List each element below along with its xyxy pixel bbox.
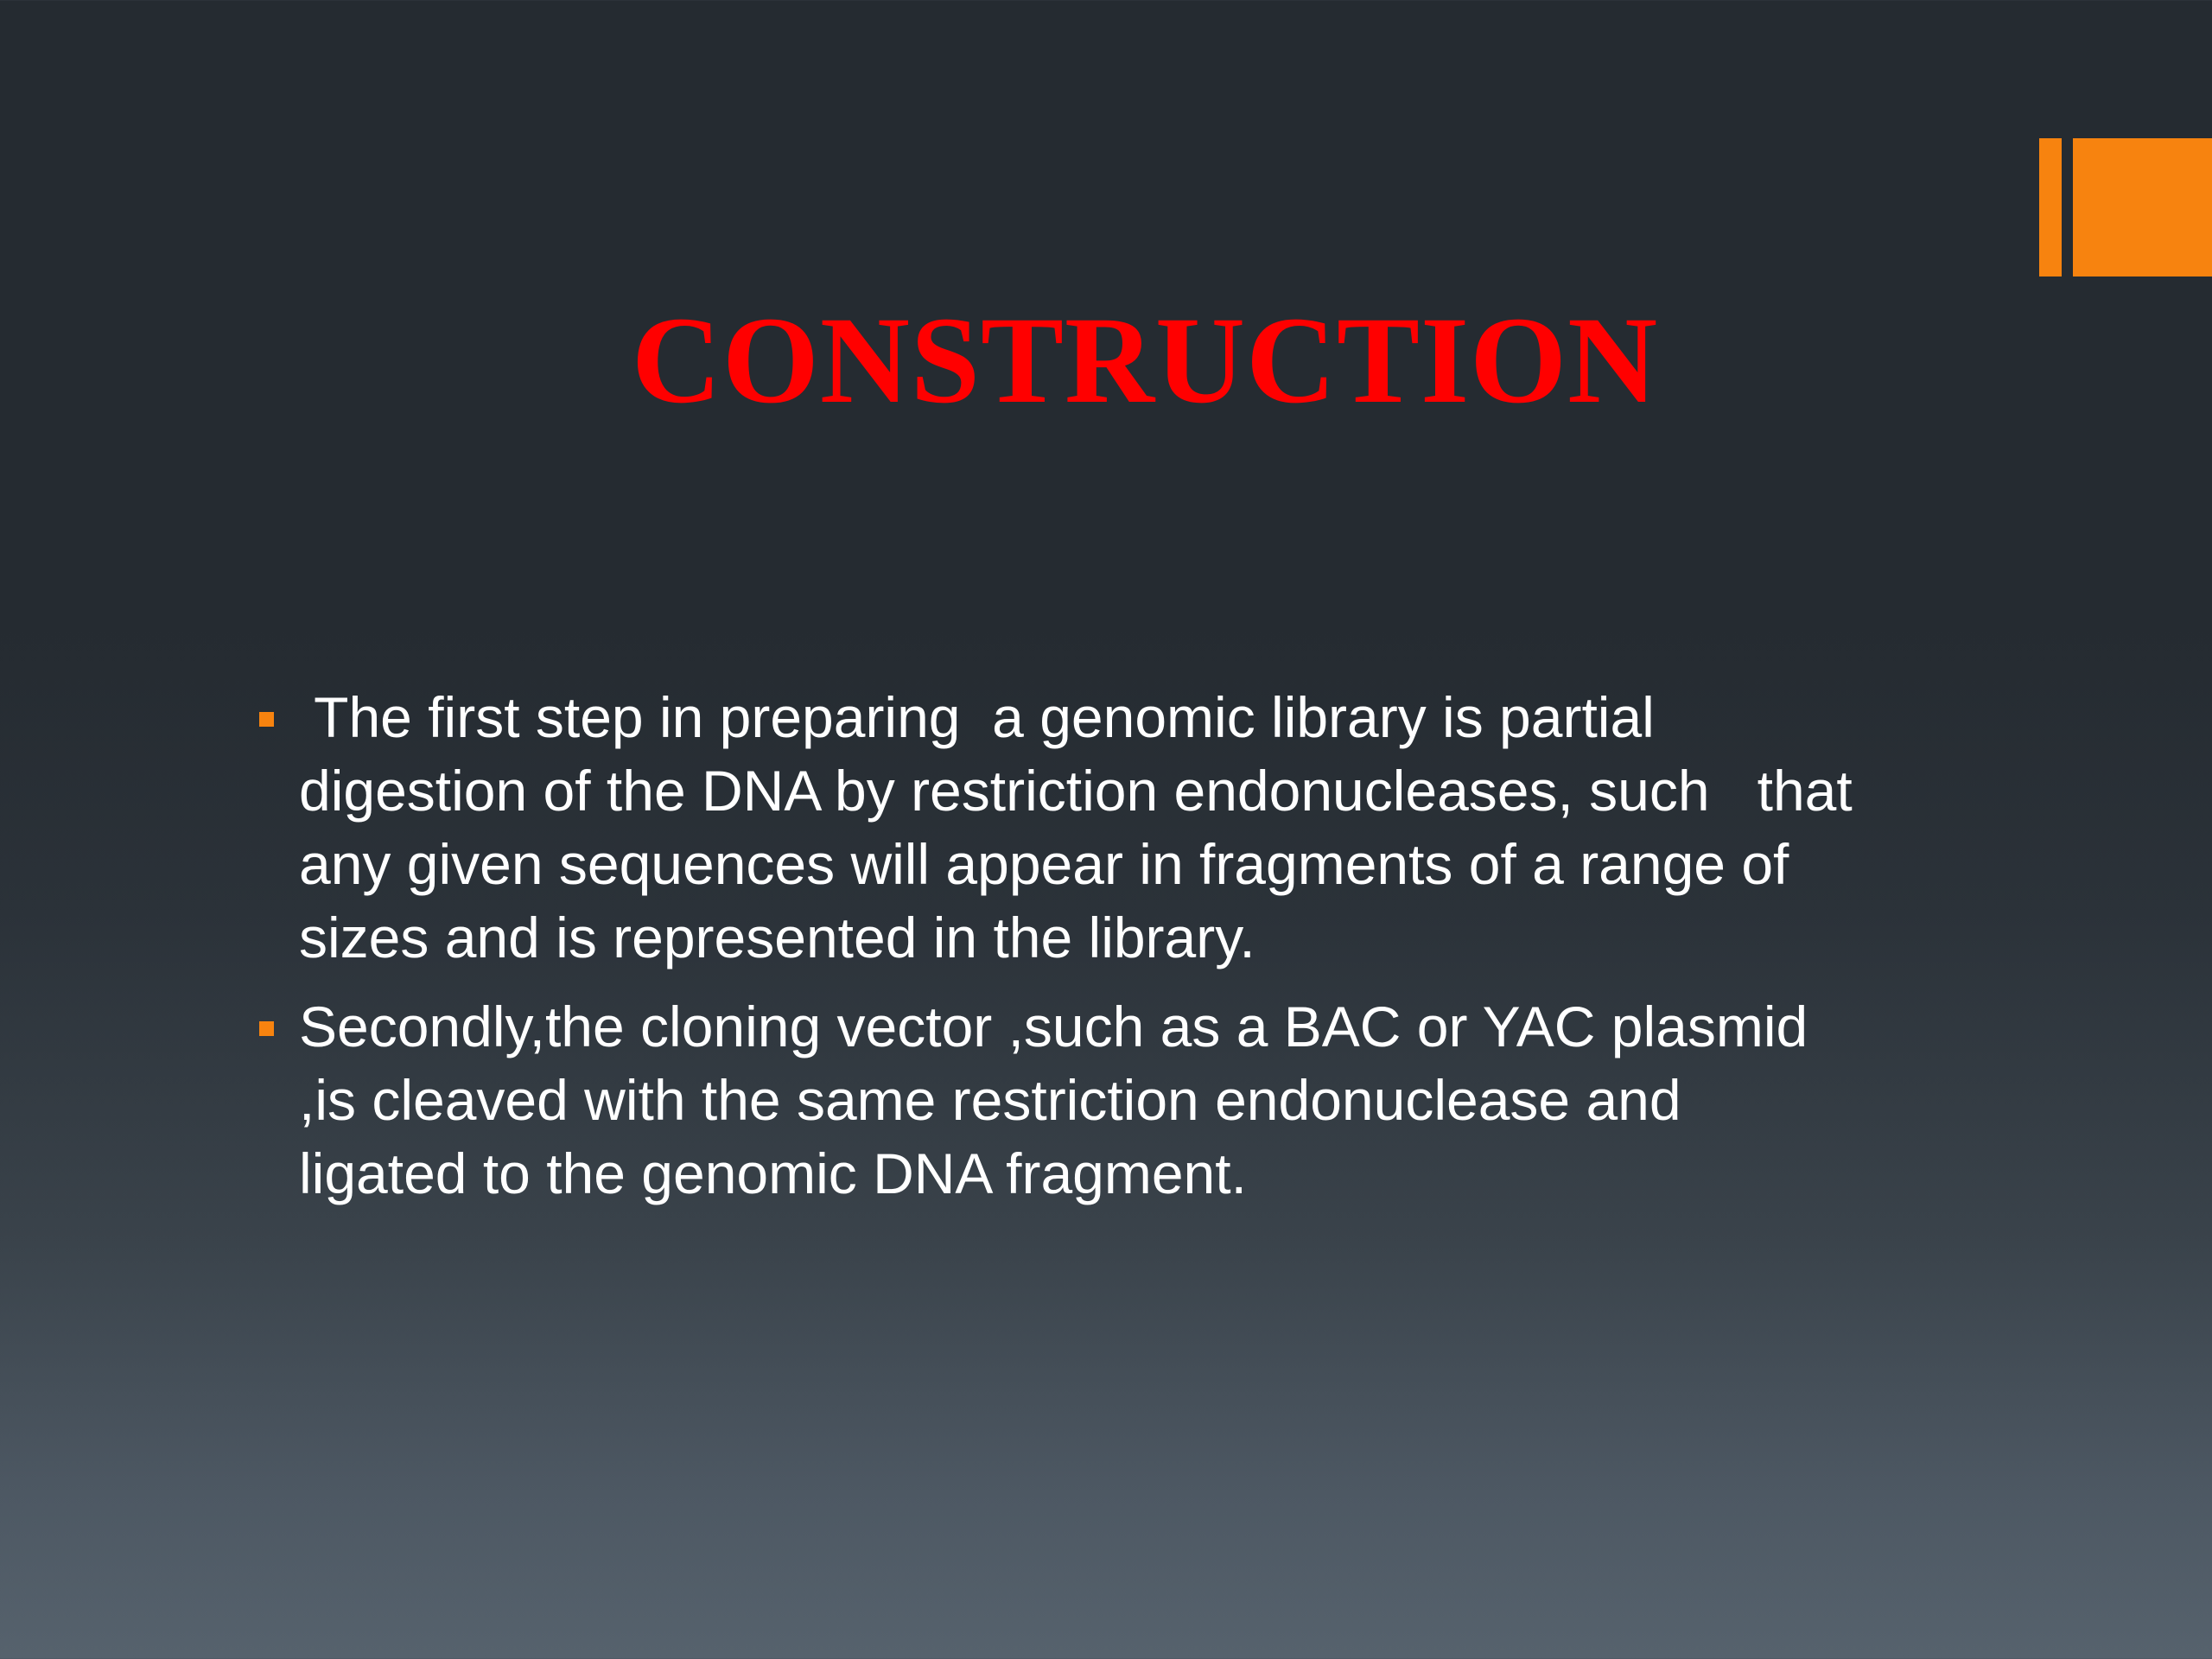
- bullet-text-line: any given sequences will appear in fragments of a range of: [299, 832, 1789, 896]
- bullet-text-line: ,is cleaved with the same restriction endonuclease and: [299, 1068, 1681, 1132]
- square-bullet-icon: [259, 1021, 274, 1036]
- bullet-text-line: sizes and is represented in the library.: [299, 906, 1255, 969]
- bullet-item: [251, 681, 1979, 975]
- bullet-text-line: ligated to the genomic DNA fragment.: [299, 1141, 1247, 1205]
- bullet-text-line: Secondly,the cloning vector ,such as a BAC or YAC plasmid: [299, 995, 1808, 1058]
- bullet-list: [251, 681, 1979, 1211]
- bullet-text-line: The first step in preparing a genomic library is partial: [299, 685, 1655, 749]
- bullet-item: [251, 990, 1979, 1211]
- accent-bar-wide: [2073, 138, 2212, 276]
- accent-bar-thin: [2039, 138, 2062, 276]
- bullet-text-line: digestion of the DNA by restriction endonucleases, such that: [299, 759, 1853, 823]
- square-bullet-icon: [259, 712, 274, 727]
- slide-title: CONSTRUCTION: [631, 292, 1659, 429]
